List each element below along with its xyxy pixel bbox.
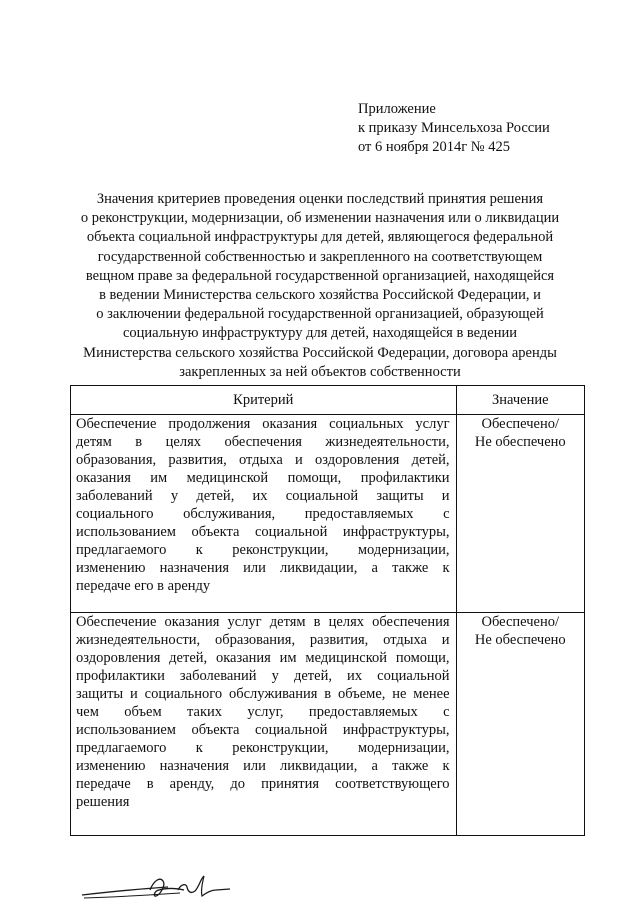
header-criterion: Критерий: [71, 386, 457, 415]
criterion-line: предлагаемого к реконструкции, модернизации,: [76, 542, 450, 558]
appendix-order-date: от 6 ноября 2014г № 425: [358, 139, 511, 155]
criterion-line: изменению назначения или ликвидации, а также к: [76, 758, 450, 774]
criterion-line: заболеваний у детей, их социальной защиты и: [76, 488, 450, 504]
criterion-line: Обеспечение оказания услуг детям в целях обеспечения: [76, 614, 450, 630]
document-title: [60, 190, 580, 382]
criterion-line: использованием объекта социальной инфраструктуры,: [76, 524, 450, 540]
table-header-row: [71, 386, 585, 415]
criterion-line: передаче в аренду, до принятия соответствующего: [76, 776, 450, 792]
criterion-line: жизнедеятельности, образования, развития, отдыха и: [76, 632, 450, 648]
criterion-line: Обеспечение продолжения оказания социальных услуг: [76, 416, 450, 432]
criterion-line: профилактики заболеваний у детей, их социальной: [76, 668, 450, 684]
handwritten-signature: [80, 868, 245, 909]
title-line: о заключении федеральной государственной организацией, образующей: [96, 306, 544, 323]
title-line: Министерства сельского хозяйства Российской Федерации, договора аренды: [83, 344, 557, 361]
title-line: в ведении Министерства сельского хозяйства Российской Федерации, и: [99, 287, 541, 304]
title-line: объекта социальной инфраструктуры для детей, являющегося федеральной: [86, 229, 554, 246]
criterion-line: оказания им медицинской помощи, профилактики: [76, 470, 450, 486]
criterion-line: решения: [76, 794, 130, 810]
criterion-line: образования, развития, отдыха и оздоровления детей,: [76, 452, 450, 468]
criterion-line: чем объем таких услуг, предоставляемых с: [76, 704, 450, 720]
value-cell: [456, 613, 584, 836]
criterion-line: использованием объекта социальной инфраструктуры,: [76, 722, 450, 738]
title-line: о реконструкции, модернизации, об изменении назначения или о ликвидации: [80, 210, 560, 227]
value-line: Не обеспечено: [474, 434, 566, 450]
table-row: [71, 613, 585, 836]
criterion-line: передаче его в аренду: [76, 578, 211, 594]
title-line: Значения критериев проведения оценки последствий принятия решения: [96, 191, 544, 207]
appendix-title: Приложение: [358, 101, 436, 117]
value-line: Обеспечено/: [481, 614, 560, 630]
title-line: закрепленных за ней объектов собственности: [179, 363, 461, 380]
criterion-cell: [71, 613, 457, 836]
title-line: государственной собственностью и закрепленного на соответствующем: [97, 248, 543, 265]
criterion-line: изменению назначения или ликвидации, а также к: [76, 560, 450, 576]
header-value: Значение: [456, 386, 584, 415]
value-line: Обеспечено/: [481, 416, 560, 432]
value-line: Не обеспечено: [474, 632, 566, 648]
title-line: социальную инфраструктуру для детей, находящейся в ведении: [122, 325, 518, 342]
value-cell: [456, 415, 584, 613]
criteria-table: [70, 385, 585, 836]
criterion-cell: [71, 415, 457, 613]
criterion-line: детям в целях обеспечения жизнедеятельности,: [76, 434, 450, 450]
appendix-block: [358, 100, 550, 157]
table-row: [71, 415, 585, 613]
criterion-line: предлагаемого к реконструкции, модернизации,: [76, 740, 450, 756]
title-line: вещном праве за федеральной государственной организацией, находящейся: [85, 267, 555, 284]
criterion-line: защиты и социального обслуживания в объеме, не менее: [76, 686, 450, 702]
criterion-line: социального обслуживания, предоставляемых с: [76, 506, 450, 522]
criterion-line: оздоровления детей, оказания им медицинской помощи,: [76, 650, 450, 666]
appendix-order-ref: к приказу Минсельхоза России: [358, 120, 550, 136]
